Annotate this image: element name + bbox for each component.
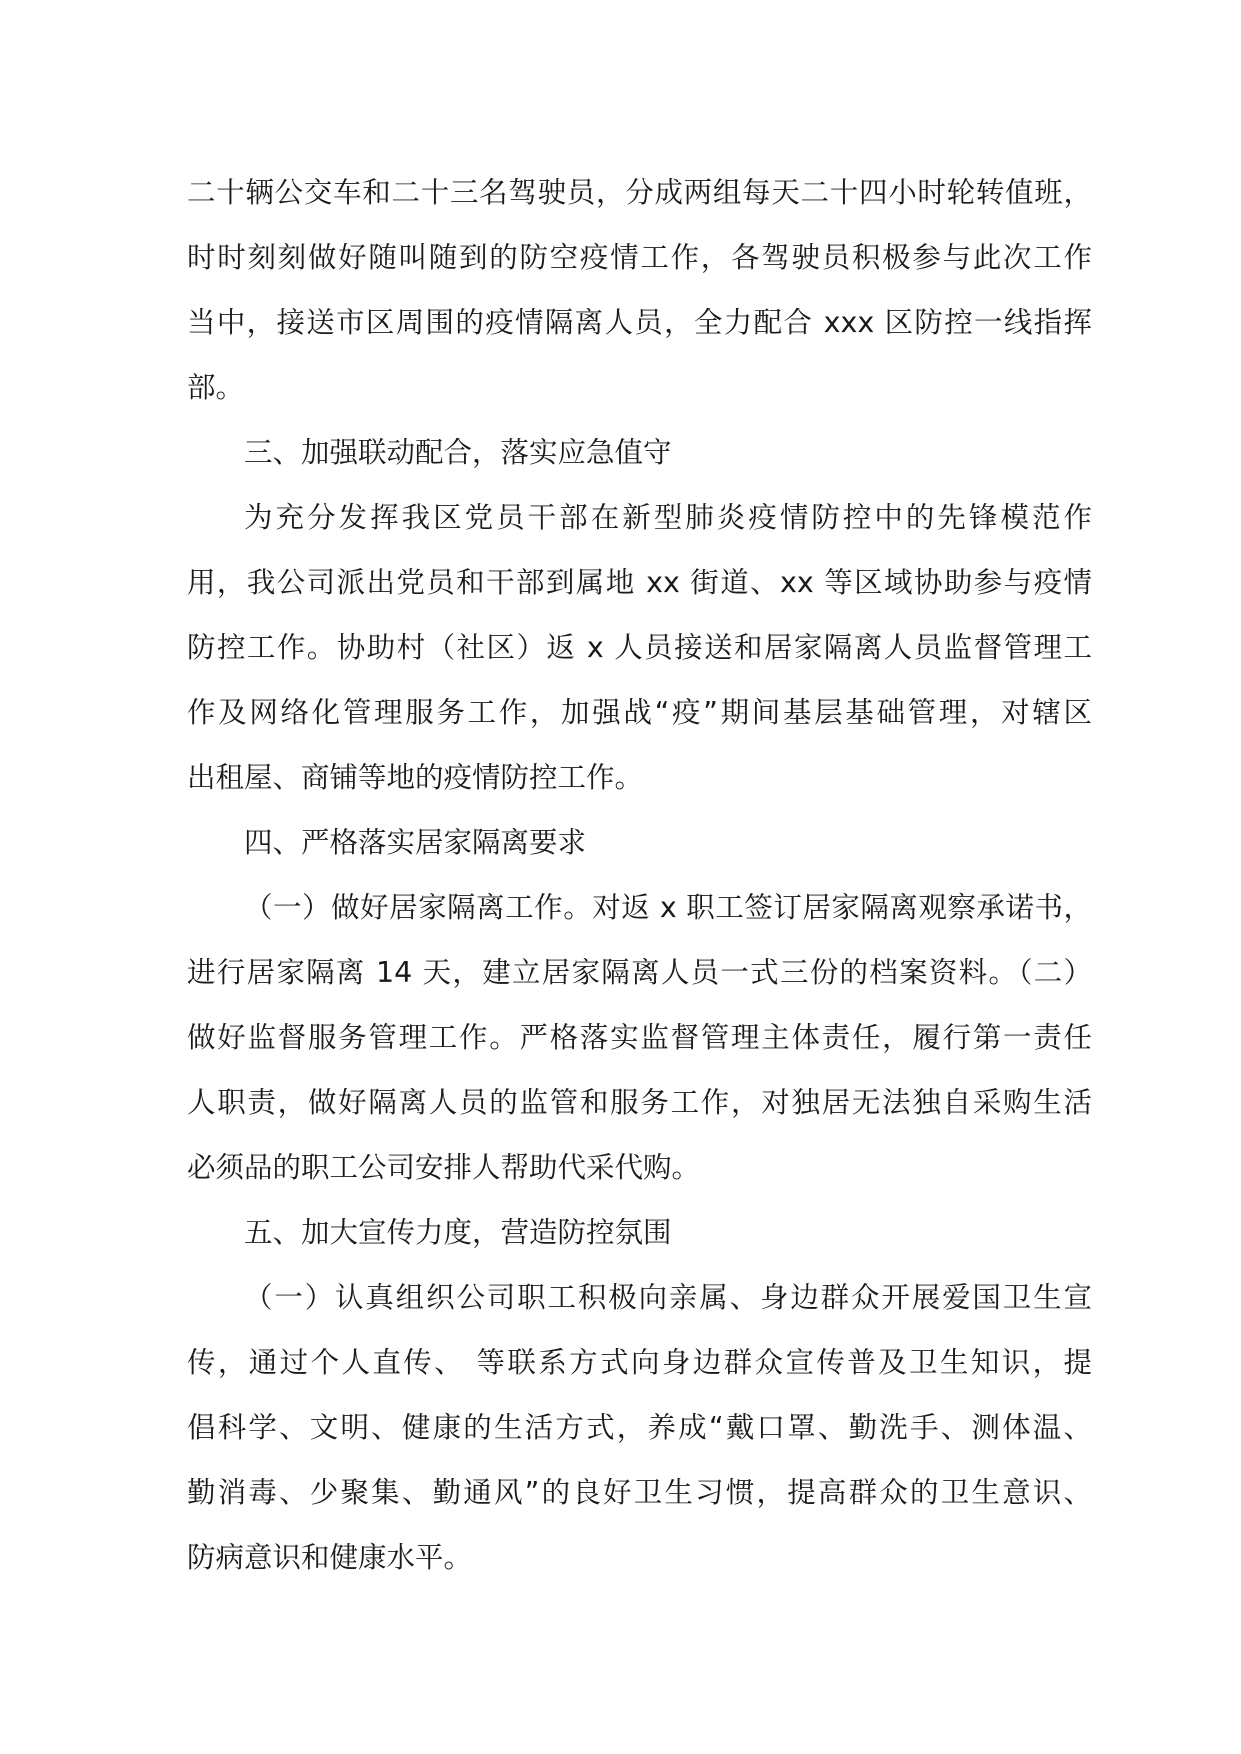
text-line: 作及网络化管理服务工作，加强战“疫”期间基层基础管理，对辖区 <box>187 696 1092 729</box>
text-line: 传，通过个人直传、 等联系方式向身边群众宣传普及卫生知识，提 <box>187 1346 1092 1379</box>
text-line: 当中，接送市区周围的疫情隔离人员，全力配合 xxx 区防控一线指挥 <box>187 306 1092 339</box>
text-line: 三、加强联动配合，落实应急值守 <box>244 436 672 469</box>
document-body <box>187 160 1092 1590</box>
text-line: （一）认真组织公司职工积极向亲属、身边群众开展爱国卫生宣 <box>244 1281 1092 1314</box>
text-line: 二十辆公交车和二十三名驾驶员，分成两组每天二十四小时轮转值班， <box>187 176 1092 209</box>
text-line: 部。 <box>187 371 245 404</box>
text-line: 倡科学、文明、健康的生活方式，养成“戴口罩、勤洗手、测体温、 <box>187 1411 1092 1444</box>
text-line: 时时刻刻做好随叫随到的防空疫情工作，各驾驶员积极参与此次工作 <box>187 241 1092 274</box>
text-line: （一）做好居家隔离工作。对返 x 职工签订居家隔离观察承诺书， <box>244 891 1092 924</box>
text-line: 防病意识和健康水平。 <box>187 1541 473 1574</box>
text-line: 五、加大宣传力度，营造防控氛围 <box>244 1216 672 1249</box>
text-line: 做好监督服务管理工作。严格落实监督管理主体责任，履行第一责任 <box>187 1021 1092 1054</box>
text-line: 用，我公司派出党员和干部到属地 xx 街道、xx 等区域协助参与疫情 <box>187 566 1092 599</box>
text-line: 必须品的职工公司安排人帮助代采代购。 <box>187 1151 701 1184</box>
text-line: 进行居家隔离 14 天，建立居家隔离人员一式三份的档案资料。（二） <box>187 956 1092 989</box>
text-line: 为充分发挥我区党员干部在新型肺炎疫情防控中的先锋模范作 <box>244 501 1092 534</box>
text-line: 人职责，做好隔离人员的监管和服务工作，对独居无法独自采购生活 <box>187 1086 1092 1119</box>
text-line: 防控工作。协助村（社区）返 x 人员接送和居家隔离人员监督管理工 <box>187 631 1092 664</box>
text-line: 出租屋、商铺等地的疫情防控工作。 <box>187 761 644 794</box>
text-line: 四、严格落实居家隔离要求 <box>244 826 587 859</box>
text-line: 勤消毒、少聚集、勤通风”的良好卫生习惯，提高群众的卫生意识、 <box>187 1476 1092 1509</box>
